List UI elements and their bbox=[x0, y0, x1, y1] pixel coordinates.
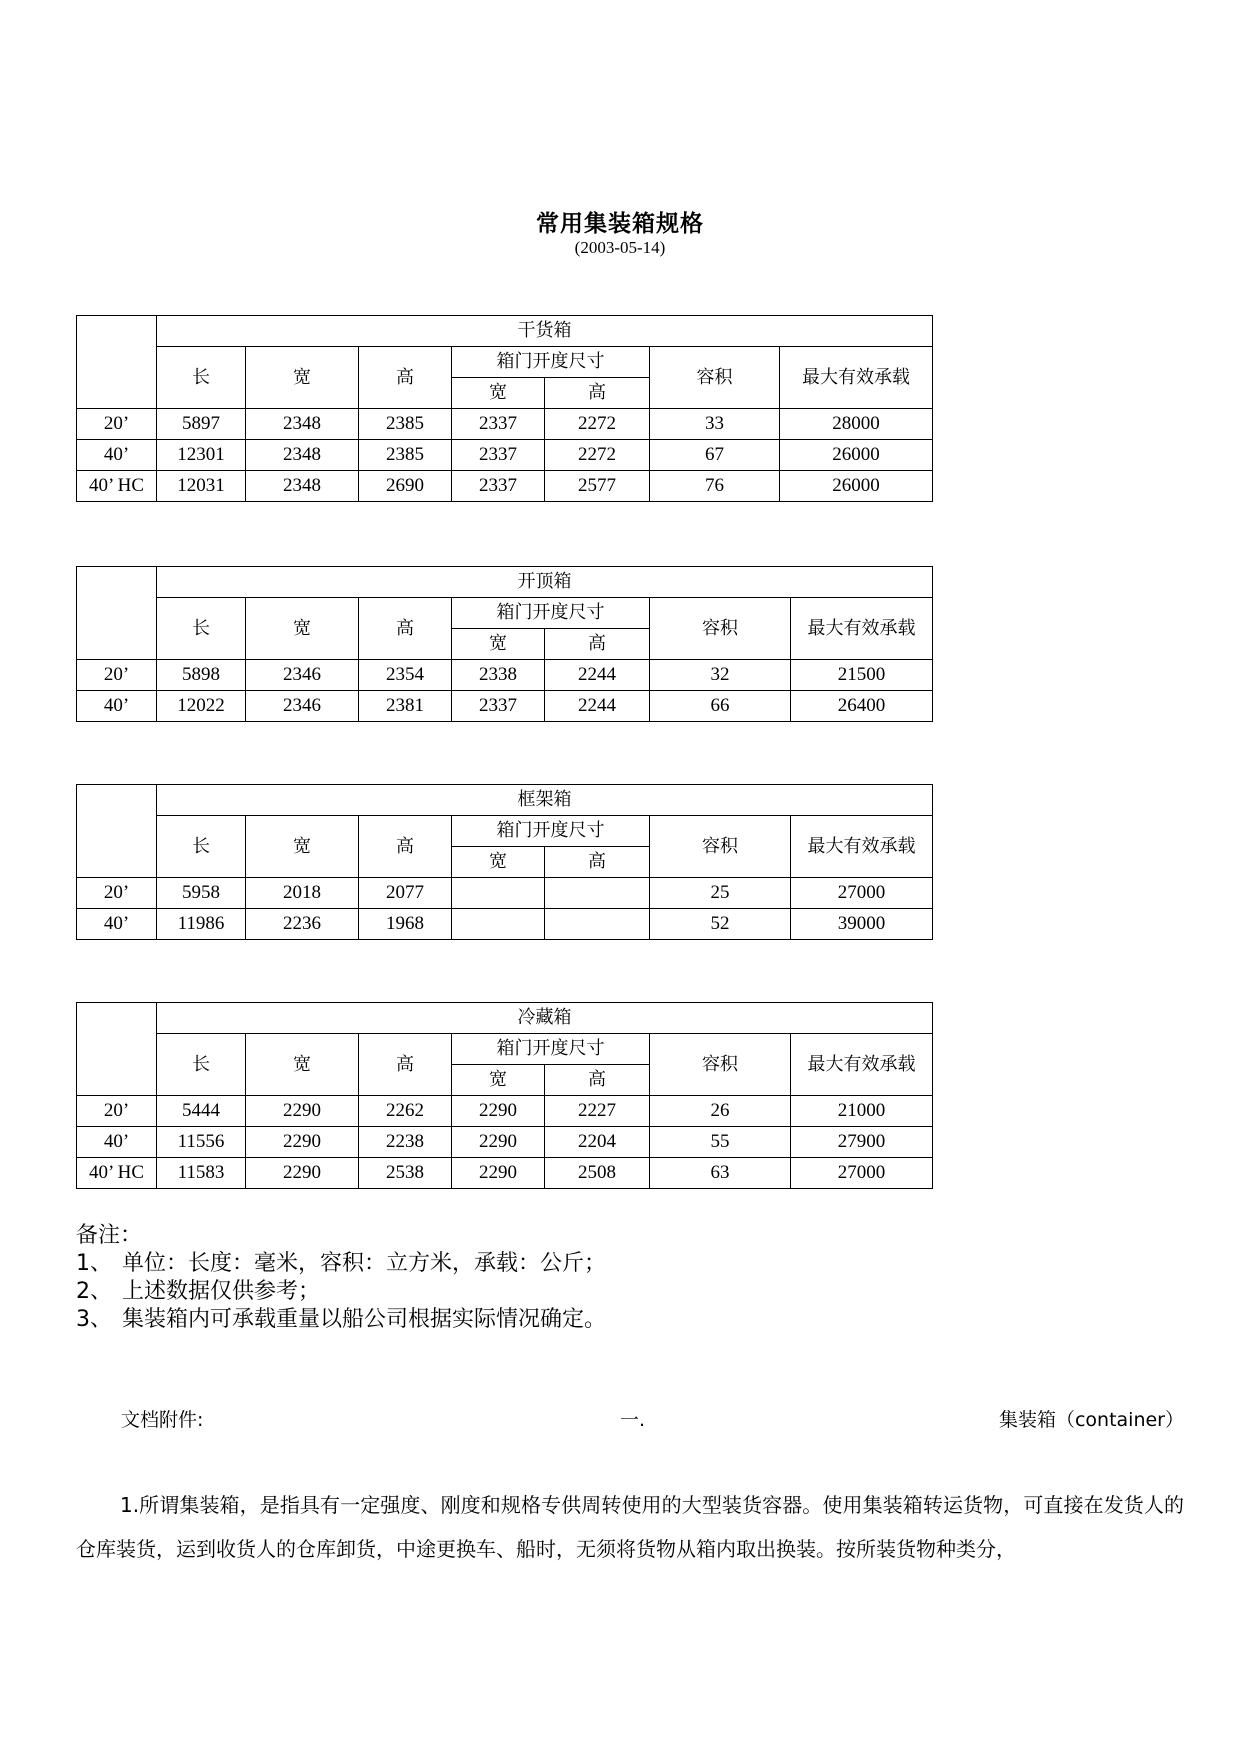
note-number: 3、 bbox=[76, 1307, 112, 1332]
row-label: 40’ HC bbox=[77, 1158, 157, 1189]
header-max-load: 最大有效承载 bbox=[780, 347, 933, 409]
table-cell: 67 bbox=[650, 440, 780, 471]
spec-table bbox=[76, 315, 933, 502]
table-cell: 5444 bbox=[157, 1096, 246, 1127]
header-max-load: 最大有效承载 bbox=[791, 1034, 933, 1096]
header-height: 高 bbox=[359, 1034, 452, 1096]
table-row bbox=[77, 1096, 933, 1127]
table-cell: 27000 bbox=[791, 1158, 933, 1189]
corner-cell bbox=[77, 785, 157, 878]
header-height: 高 bbox=[359, 598, 452, 660]
table-name: 干货箱 bbox=[157, 316, 933, 347]
header-width: 宽 bbox=[246, 347, 359, 409]
header-door-width: 宽 bbox=[452, 629, 545, 660]
table-cell bbox=[452, 878, 545, 909]
header-row bbox=[77, 816, 933, 847]
table-row bbox=[77, 440, 933, 471]
table-cell bbox=[545, 878, 650, 909]
table-cell: 2346 bbox=[246, 660, 359, 691]
table-row bbox=[77, 878, 933, 909]
table-cell: 2204 bbox=[545, 1127, 650, 1158]
table-cell: 2338 bbox=[452, 660, 545, 691]
note-item-2 bbox=[76, 1278, 606, 1306]
table-cell: 12301 bbox=[157, 440, 246, 471]
table-row bbox=[77, 909, 933, 940]
table-cell: 2348 bbox=[246, 409, 359, 440]
table-cell: 26000 bbox=[780, 471, 933, 502]
table-cell: 2354 bbox=[359, 660, 452, 691]
header-door-height: 高 bbox=[545, 1065, 650, 1096]
row-label: 20’ bbox=[77, 878, 157, 909]
header-row bbox=[77, 1034, 933, 1065]
header-height: 高 bbox=[359, 816, 452, 878]
page-title: 常用集装箱规格 bbox=[536, 211, 704, 237]
header-door-width: 宽 bbox=[452, 847, 545, 878]
header-volume: 容积 bbox=[650, 1034, 791, 1096]
spec-table bbox=[76, 566, 933, 722]
table-cell: 33 bbox=[650, 409, 780, 440]
table-row bbox=[77, 1127, 933, 1158]
table-cell: 2227 bbox=[545, 1096, 650, 1127]
note-text: 集装箱内可承载重量以船公司根据实际情况确定。 bbox=[122, 1307, 607, 1332]
table-cell: 2577 bbox=[545, 471, 650, 502]
header-width: 宽 bbox=[246, 816, 359, 878]
table-title-row bbox=[77, 567, 933, 598]
row-label: 20’ bbox=[77, 409, 157, 440]
table-cell: 21000 bbox=[791, 1096, 933, 1127]
header-volume: 容积 bbox=[650, 598, 791, 660]
attachment-label: 文档附件: bbox=[121, 1409, 204, 1431]
header-door-size: 箱门开度尺寸 bbox=[452, 816, 650, 847]
table-cell: 28000 bbox=[780, 409, 933, 440]
table-cell: 2077 bbox=[359, 878, 452, 909]
table-cell bbox=[452, 909, 545, 940]
table-cell: 39000 bbox=[791, 909, 933, 940]
table-cell bbox=[545, 909, 650, 940]
table-cell: 2337 bbox=[452, 440, 545, 471]
table-row bbox=[77, 471, 933, 502]
header-row bbox=[77, 598, 933, 629]
note-number: 2、 bbox=[76, 1279, 112, 1304]
table-cell: 76 bbox=[650, 471, 780, 502]
header-volume: 容积 bbox=[650, 347, 780, 409]
table-cell: 2348 bbox=[246, 471, 359, 502]
header-door-width: 宽 bbox=[452, 1065, 545, 1096]
table-cell: 12031 bbox=[157, 471, 246, 502]
table-cell: 2290 bbox=[452, 1127, 545, 1158]
row-label: 40’ bbox=[77, 1127, 157, 1158]
table-cell: 2385 bbox=[359, 409, 452, 440]
table-cell: 2236 bbox=[246, 909, 359, 940]
table-title-row bbox=[77, 316, 933, 347]
table-name: 冷藏箱 bbox=[157, 1003, 933, 1034]
table-cell: 2385 bbox=[359, 440, 452, 471]
table-cell: 12022 bbox=[157, 691, 246, 722]
attachment-title: 集装箱（container） bbox=[998, 1409, 1184, 1431]
corner-cell bbox=[77, 567, 157, 660]
table-cell: 2244 bbox=[545, 660, 650, 691]
header-max-load: 最大有效承载 bbox=[791, 816, 933, 878]
table-cell: 52 bbox=[650, 909, 791, 940]
notes-section bbox=[76, 1222, 606, 1334]
header-length: 长 bbox=[157, 598, 246, 660]
spec-table bbox=[76, 784, 933, 940]
table-cell: 2272 bbox=[545, 409, 650, 440]
header-max-load: 最大有效承载 bbox=[791, 598, 933, 660]
corner-cell bbox=[77, 1003, 157, 1096]
date-subtitle: (2003-05-14) bbox=[574, 238, 666, 257]
table-cell: 2690 bbox=[359, 471, 452, 502]
table-title-row bbox=[77, 1003, 933, 1034]
header-width: 宽 bbox=[246, 1034, 359, 1096]
note-number: 1、 bbox=[76, 1251, 112, 1276]
table-cell: 26400 bbox=[791, 691, 933, 722]
table-row bbox=[77, 660, 933, 691]
table-cell: 2538 bbox=[359, 1158, 452, 1189]
table-name: 框架箱 bbox=[157, 785, 933, 816]
table-cell: 55 bbox=[650, 1127, 791, 1158]
header-row bbox=[77, 347, 933, 378]
attachment-index: 一. bbox=[620, 1409, 646, 1431]
table-cell: 11986 bbox=[157, 909, 246, 940]
note-item-3 bbox=[76, 1306, 606, 1334]
table-cell: 26 bbox=[650, 1096, 791, 1127]
header-door-height: 高 bbox=[545, 629, 650, 660]
table-cell: 2018 bbox=[246, 878, 359, 909]
table-cell: 2337 bbox=[452, 691, 545, 722]
header-volume: 容积 bbox=[650, 816, 791, 878]
corner-cell bbox=[77, 316, 157, 409]
table-cell: 2346 bbox=[246, 691, 359, 722]
table-name: 开顶箱 bbox=[157, 567, 933, 598]
table-cell: 25 bbox=[650, 878, 791, 909]
table-cell: 2244 bbox=[545, 691, 650, 722]
table-cell: 21500 bbox=[791, 660, 933, 691]
header-door-height: 高 bbox=[545, 847, 650, 878]
table-cell: 2272 bbox=[545, 440, 650, 471]
table-row bbox=[77, 1158, 933, 1189]
table-cell: 32 bbox=[650, 660, 791, 691]
table-cell: 2290 bbox=[246, 1127, 359, 1158]
table-cell: 2508 bbox=[545, 1158, 650, 1189]
header-door-size: 箱门开度尺寸 bbox=[452, 1034, 650, 1065]
table-cell: 26000 bbox=[780, 440, 933, 471]
table-cell: 2290 bbox=[452, 1096, 545, 1127]
table-row bbox=[77, 409, 933, 440]
table-cell: 27000 bbox=[791, 878, 933, 909]
table-row bbox=[77, 691, 933, 722]
header-length: 长 bbox=[157, 347, 246, 409]
table-cell: 2348 bbox=[246, 440, 359, 471]
row-label: 40’ bbox=[77, 691, 157, 722]
table-cell: 2238 bbox=[359, 1127, 452, 1158]
table-cell: 11583 bbox=[157, 1158, 246, 1189]
table-cell: 2337 bbox=[452, 409, 545, 440]
note-text: 单位：长度：毫米，容积：立方米，承载：公斤； bbox=[122, 1251, 607, 1276]
header-door-size: 箱门开度尺寸 bbox=[452, 347, 650, 378]
notes-heading: 备注： bbox=[76, 1223, 143, 1248]
header-length: 长 bbox=[157, 1034, 246, 1096]
table-cell: 2381 bbox=[359, 691, 452, 722]
note-text: 上述数据仅供参考； bbox=[122, 1279, 321, 1304]
table-cell: 5958 bbox=[157, 878, 246, 909]
note-item-1 bbox=[76, 1250, 606, 1278]
spec-table bbox=[76, 1002, 933, 1189]
table-cell: 2290 bbox=[246, 1158, 359, 1189]
header-door-height: 高 bbox=[545, 378, 650, 409]
table-cell: 27900 bbox=[791, 1127, 933, 1158]
table-cell: 2262 bbox=[359, 1096, 452, 1127]
header-door-size: 箱门开度尺寸 bbox=[452, 598, 650, 629]
row-label: 40’ HC bbox=[77, 471, 157, 502]
table-cell: 66 bbox=[650, 691, 791, 722]
table-cell: 63 bbox=[650, 1158, 791, 1189]
header-width: 宽 bbox=[246, 598, 359, 660]
row-label: 20’ bbox=[77, 660, 157, 691]
table-cell: 2290 bbox=[246, 1096, 359, 1127]
table-cell: 2337 bbox=[452, 471, 545, 502]
table-cell: 11556 bbox=[157, 1127, 246, 1158]
table-title-row bbox=[77, 785, 933, 816]
table-cell: 5897 bbox=[157, 409, 246, 440]
table-cell: 5898 bbox=[157, 660, 246, 691]
header-length: 长 bbox=[157, 816, 246, 878]
body-paragraph: 1.所谓集装箱，是指具有一定强度、刚度和规格专供周转使用的大型装货容器。使用集装箱转运货物，可直接在发货人的仓库装货，运到收货人的仓库卸货，中途更换车、船时，无须将货物从箱内取出换装。按所装货物种类分， bbox=[76, 1493, 1184, 1561]
header-height: 高 bbox=[359, 347, 452, 409]
header-door-width: 宽 bbox=[452, 378, 545, 409]
table-cell: 2290 bbox=[452, 1158, 545, 1189]
row-label: 40’ bbox=[77, 909, 157, 940]
table-cell: 1968 bbox=[359, 909, 452, 940]
row-label: 20’ bbox=[77, 1096, 157, 1127]
row-label: 40’ bbox=[77, 440, 157, 471]
